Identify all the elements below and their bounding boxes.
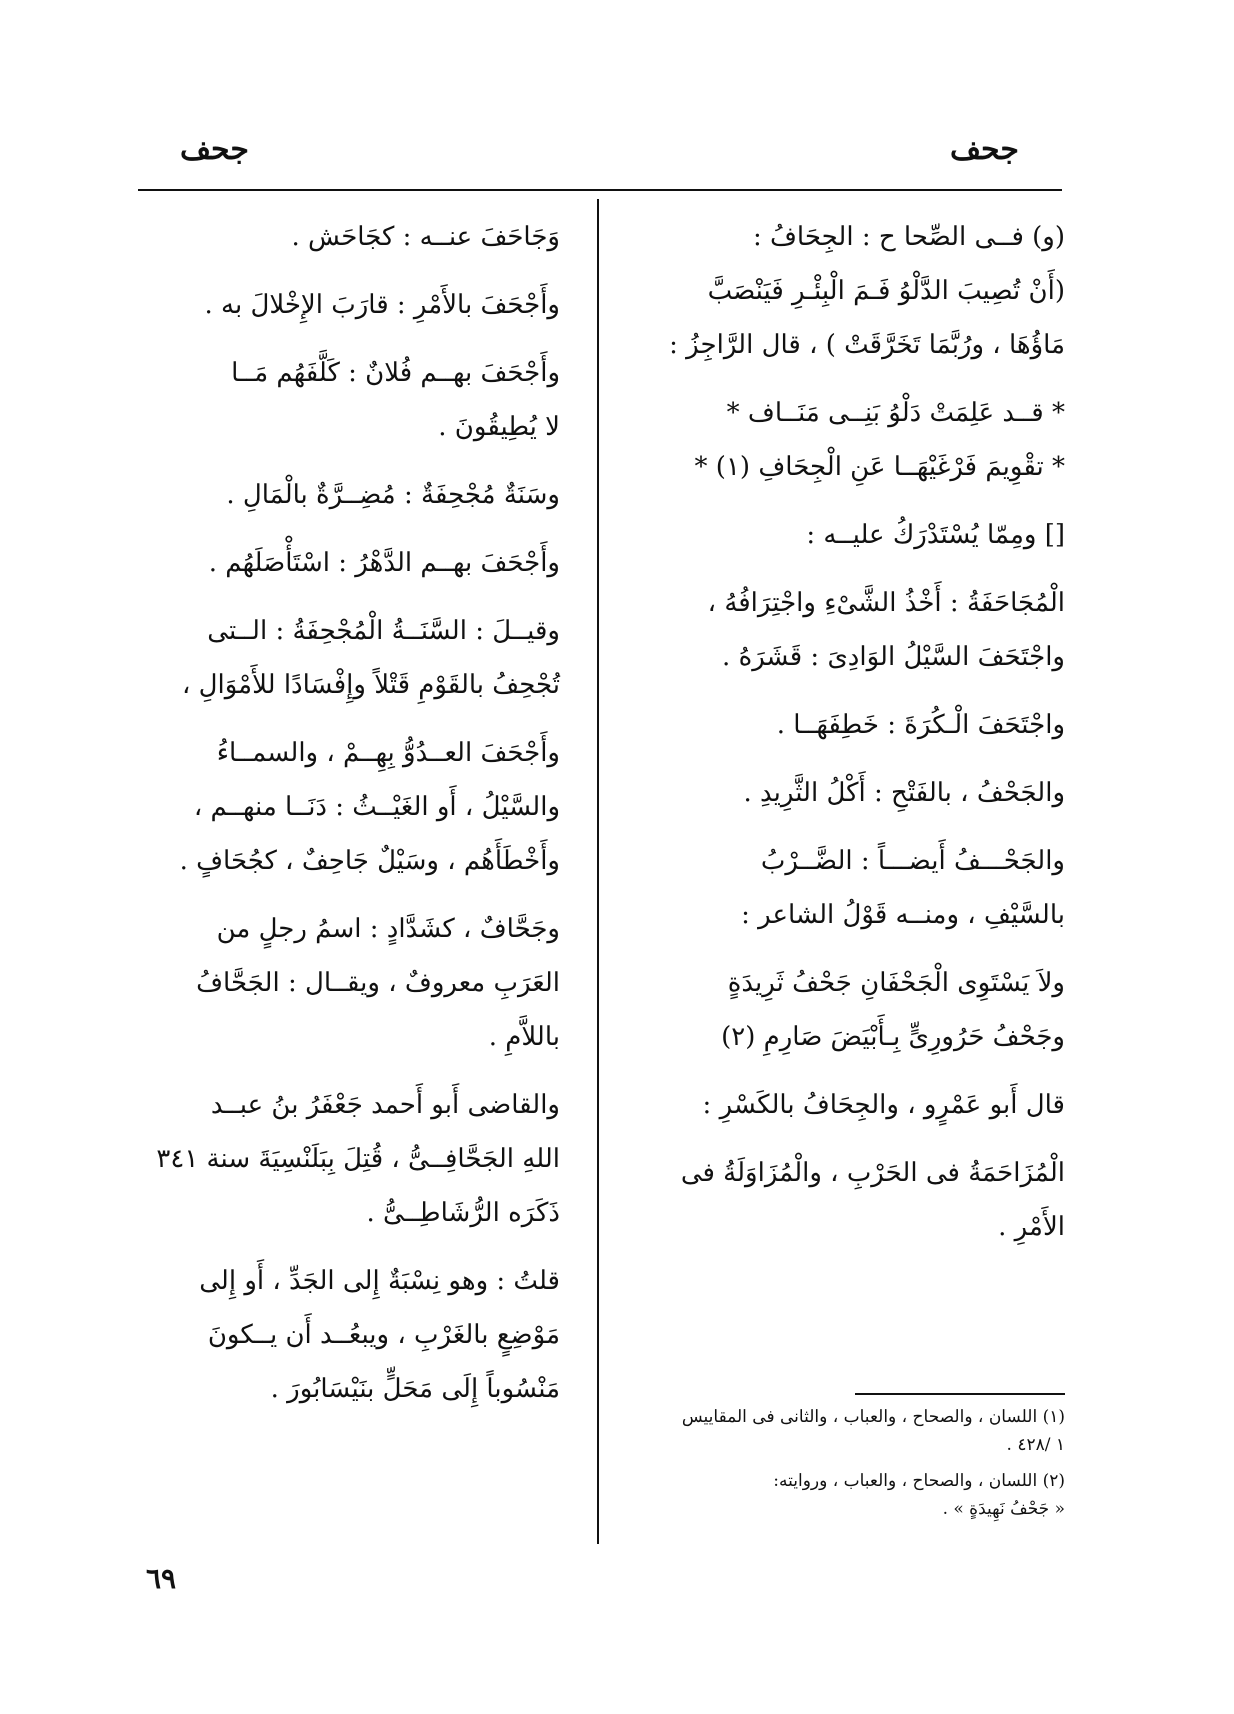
left-column	[140, 210, 560, 1430]
footnote-line: ١ /٤٢٨ .	[1006, 1435, 1065, 1455]
text-line: باللاَّمِ .	[488, 1022, 560, 1052]
column-divider	[597, 199, 599, 1544]
text-line: اللهِ الجَحَّافِــىُّ ، قُتِلَ بِبَلَنْسِيَةَ سنة ٣٤١	[156, 1144, 560, 1174]
paragraph	[625, 210, 1065, 372]
footnote-2	[625, 1467, 1065, 1523]
paragraph	[140, 346, 560, 454]
paragraph	[625, 956, 1065, 1064]
text-line: (أَنْ تُصِيبَ الدَّلْوُ فَـمَ الْبِئْـرِ فَيَنْصَبَّ	[707, 276, 1065, 306]
text-line: وأَخْطَأَهُم ، وسَيْلٌ جَاحِفٌ ، كجُحَافٍ .	[179, 846, 560, 876]
text-line: مَاؤُهَا ، ورُبَّمَا تَخَرَّقَتْ ) ، قال الرَّاجِزُ :	[669, 330, 1065, 360]
header-rule	[138, 189, 1062, 191]
paragraph	[625, 1146, 1065, 1254]
text-line: وأَجْحَفَ العــدُوُّ بِهِــمْ ، والسمــاءُ	[216, 738, 560, 768]
text-line: وأَجْحَفَ بهــم فُلانٌ : كَلَّفَهُم مَــا	[231, 358, 560, 388]
paragraph	[140, 1078, 560, 1240]
paragraph	[625, 834, 1065, 942]
running-head-right: جحف	[950, 132, 1019, 167]
text-line: وجَحَّافٌ ، كشَدَّادٍ : اسمُ رجلٍ من	[216, 914, 560, 944]
paragraph	[625, 386, 1065, 494]
text-line: العَرَبِ معروفٌ ، ويقــال : الجَحَّافُ	[196, 968, 560, 998]
paragraph	[140, 536, 560, 590]
text-line: والقاضى أَبو أَحمد جَعْفَرُ بنُ عبــد	[210, 1090, 560, 1120]
paragraph	[140, 604, 560, 712]
text-line: والسَّيْلُ ، أَو الغَيْــثُ : دَنَــا منهــم ،	[193, 792, 560, 822]
text-line: [] ومِمّا يُسْتَدْرَكُ عليــه :	[806, 520, 1065, 550]
text-line: الْمُزَاحَمَةُ فى الحَرْبِ ، والْمُزَاوَلَةُ فى	[680, 1158, 1065, 1188]
text-line: * تقْوِيمَ فَرْغَيْهَــا عَنِ الْجِحَافِ (١) *	[694, 452, 1065, 482]
text-line: ولاَ يَسْتَوِى الْجَحْفَانِ جَحْفُ ثَرِيدَةٍ	[727, 968, 1065, 998]
text-line: والجَحْـــفُ أَيضـــاً : الضَّــرْبُ	[760, 846, 1065, 876]
right-column	[625, 210, 1065, 1268]
footnote-line: « جَحْفُ نَهِيدَةٍ » .	[942, 1499, 1065, 1519]
text-line: وجَحْفُ حَرُورِىٍّ بِـأَبْيَضَ صَارِمِ (٢)	[721, 1022, 1065, 1052]
footnote-rule	[855, 1393, 1065, 1395]
paragraph	[625, 508, 1065, 562]
paragraph	[140, 726, 560, 888]
footnote-1	[625, 1403, 1065, 1459]
text-line: قال أَبو عَمْرٍو ، والجِحَافُ بالكَسْرِ :	[702, 1090, 1065, 1120]
text-line: ذَكَرَه الرُّشَاطِــىُّ .	[366, 1198, 560, 1228]
page-number: ٦٩	[146, 1562, 177, 1595]
paragraph	[140, 278, 560, 332]
text-line: وقيــلَ : السَّنَــةُ الْمُجْحِفَةُ : الــتى	[207, 616, 560, 646]
footnote-line: (٢) اللسان ، والصحاح ، والعباب ، وروايته:	[773, 1471, 1065, 1491]
paragraph	[140, 902, 560, 1064]
text-line: بالسَّيْفِ ، ومنــه قَوْلُ الشاعر :	[741, 900, 1065, 930]
text-line: مَنْسُوباً إِلَى مَحَلٍّ بنَيْسَابُورَ .	[270, 1374, 560, 1404]
text-line: وَجَاحَفَ عنــه : كجَاحَش .	[291, 222, 560, 252]
paragraph	[625, 576, 1065, 684]
paragraph	[625, 698, 1065, 752]
text-line: الْمُجَاحَفَةُ : أَخْذُ الشَّىْءِ واجْتِرَافُهُ ،	[707, 588, 1065, 618]
footnote-line: (١) اللسان ، والصحاح ، والعباب ، والثانى فى المقاييس	[681, 1407, 1065, 1427]
text-line: تُجْحِفُ بالقَوْمِ قَتْلاً وإِفْسَادًا للأَمْوَالِ ،	[181, 670, 560, 700]
text-line: مَوْضِعٍ بالغَرْبِ ، ويبعُــد أَن يــكونَ	[207, 1320, 560, 1350]
running-head-left: جحف	[180, 132, 249, 167]
paragraph	[625, 766, 1065, 820]
text-line: قلتُ : وهو نِسْبَةٌ إِلى الجَدِّ ، أَو إِلى	[199, 1266, 560, 1296]
paragraph	[140, 1254, 560, 1416]
text-line: الأَمْرِ .	[998, 1212, 1065, 1242]
text-line: (و) فــى الصِّحا ح : الجِحَافُ :	[752, 222, 1065, 252]
text-line: واجْتَحَفَ الْـكُرَةَ : خَطِفَهَــا .	[776, 710, 1065, 740]
text-line: لا يُطِيقُونَ .	[438, 412, 560, 442]
text-line: * قــد عَلِمَتْ دَلْوُ بَنِــى مَنَــاف *	[726, 398, 1065, 428]
text-line: وأَجْحَفَ بهــم الدَّهْرُ : اسْتَأْصَلَهُم .	[208, 548, 560, 578]
paragraph	[140, 210, 560, 264]
paragraph	[625, 1078, 1065, 1132]
text-line: وأَجْحَفَ بالأَمْرِ : قارَبَ الإِخْلالَ به .	[204, 290, 560, 320]
paragraph	[140, 468, 560, 522]
text-line: واجْتَحَفَ السَّيْلُ الوَادِىَ : قَشَرَهُ .	[722, 642, 1065, 672]
text-line: وسَنَةٌ مُجْحِفَةٌ : مُضِــرَّةٌ بالْمَالِ .	[226, 480, 560, 510]
text-line: والجَحْفُ ، بالفَتْحِ : أَكْلُ الثَّرِيدِ .	[743, 778, 1065, 808]
